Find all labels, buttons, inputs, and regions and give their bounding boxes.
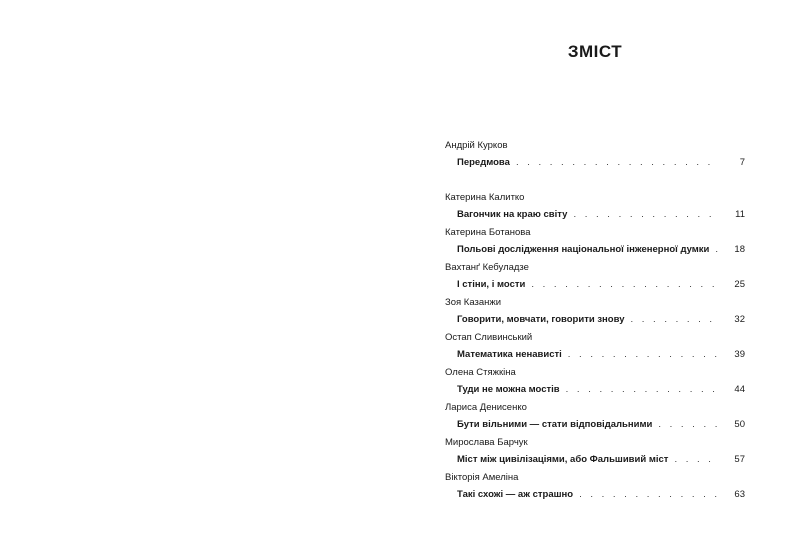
toc-title-row[interactable]	[457, 313, 745, 327]
toc-author: Лариса Денисенко	[445, 402, 527, 413]
toc-author: Остап Сливинський	[445, 332, 533, 343]
page-title: ЗМІСТ	[567, 42, 623, 61]
dot-leader	[573, 208, 719, 222]
dot-leader	[566, 383, 719, 397]
toc-page-number: 57	[734, 454, 745, 465]
dot-leader	[516, 156, 719, 170]
toc-title: Туди не можна мостів	[457, 384, 560, 395]
dot-leader	[568, 348, 719, 362]
toc-title: Міст між цивілізаціями, або Фальшивий міст	[457, 454, 669, 465]
dot-leader	[715, 243, 719, 257]
toc-author: Олена Стяжкіна	[445, 367, 516, 378]
toc-title: Польові дослідження національної інженерної думки	[457, 244, 710, 255]
toc-entry	[445, 191, 745, 222]
toc-entry	[445, 139, 745, 170]
toc-title: Передмова	[457, 157, 510, 168]
dot-leader	[531, 278, 719, 292]
toc-title-row[interactable]	[457, 348, 745, 362]
toc-page-number: 44	[734, 384, 745, 395]
toc-page-number: 39	[734, 349, 745, 360]
toc-page-number: 63	[734, 489, 745, 500]
toc-title: Вагончик на краю світу	[457, 209, 568, 220]
toc-entry	[445, 401, 745, 432]
dot-leader	[674, 453, 719, 467]
toc-title-row[interactable]	[457, 418, 745, 432]
toc-title: Говорити, мовчати, говорити знову	[457, 314, 625, 325]
toc-entry	[445, 261, 745, 292]
dot-leader	[630, 313, 719, 327]
toc-entry	[445, 436, 745, 467]
toc-title: І стіни, і мости	[457, 279, 526, 290]
toc-entry	[445, 296, 745, 327]
toc-title-row[interactable]	[457, 278, 745, 292]
toc-title: Математика ненависті	[457, 349, 562, 360]
dot-leader	[658, 418, 719, 432]
toc-author: Катерина Ботанова	[445, 227, 531, 238]
toc-title-row[interactable]	[457, 453, 745, 467]
toc-author: Мирослава Барчук	[445, 437, 528, 448]
toc-title: Такі схожі — аж страшно	[457, 489, 574, 500]
toc-page-number: 7	[739, 157, 745, 168]
toc-title-row[interactable]	[457, 383, 745, 397]
toc-entry	[445, 366, 745, 397]
toc-page-number: 25	[734, 279, 745, 290]
toc-page-number: 50	[734, 419, 745, 430]
toc-author: Андрій Курков	[445, 140, 508, 151]
table-of-contents	[445, 139, 745, 502]
toc-entry	[445, 331, 745, 362]
toc-entry	[445, 471, 745, 502]
toc-page-number: 18	[734, 244, 745, 255]
toc-author: Зоя Казанжи	[445, 297, 502, 308]
toc-page-number: 32	[734, 314, 745, 325]
dot-leader	[579, 488, 719, 502]
toc-title-row[interactable]	[457, 208, 745, 222]
toc-title-row[interactable]	[457, 156, 745, 170]
toc-page-number: 11	[735, 209, 745, 220]
toc-title: Бути вільними — стати відповідальними	[457, 419, 653, 430]
toc-author: Вікторія Амеліна	[445, 472, 519, 483]
toc-author: Катерина Калитко	[445, 192, 525, 203]
toc-entry	[445, 226, 745, 257]
toc-title-row[interactable]	[457, 488, 745, 502]
toc-title-row[interactable]	[457, 243, 745, 257]
toc-author: Вахтанґ Кебуладзе	[445, 262, 529, 273]
